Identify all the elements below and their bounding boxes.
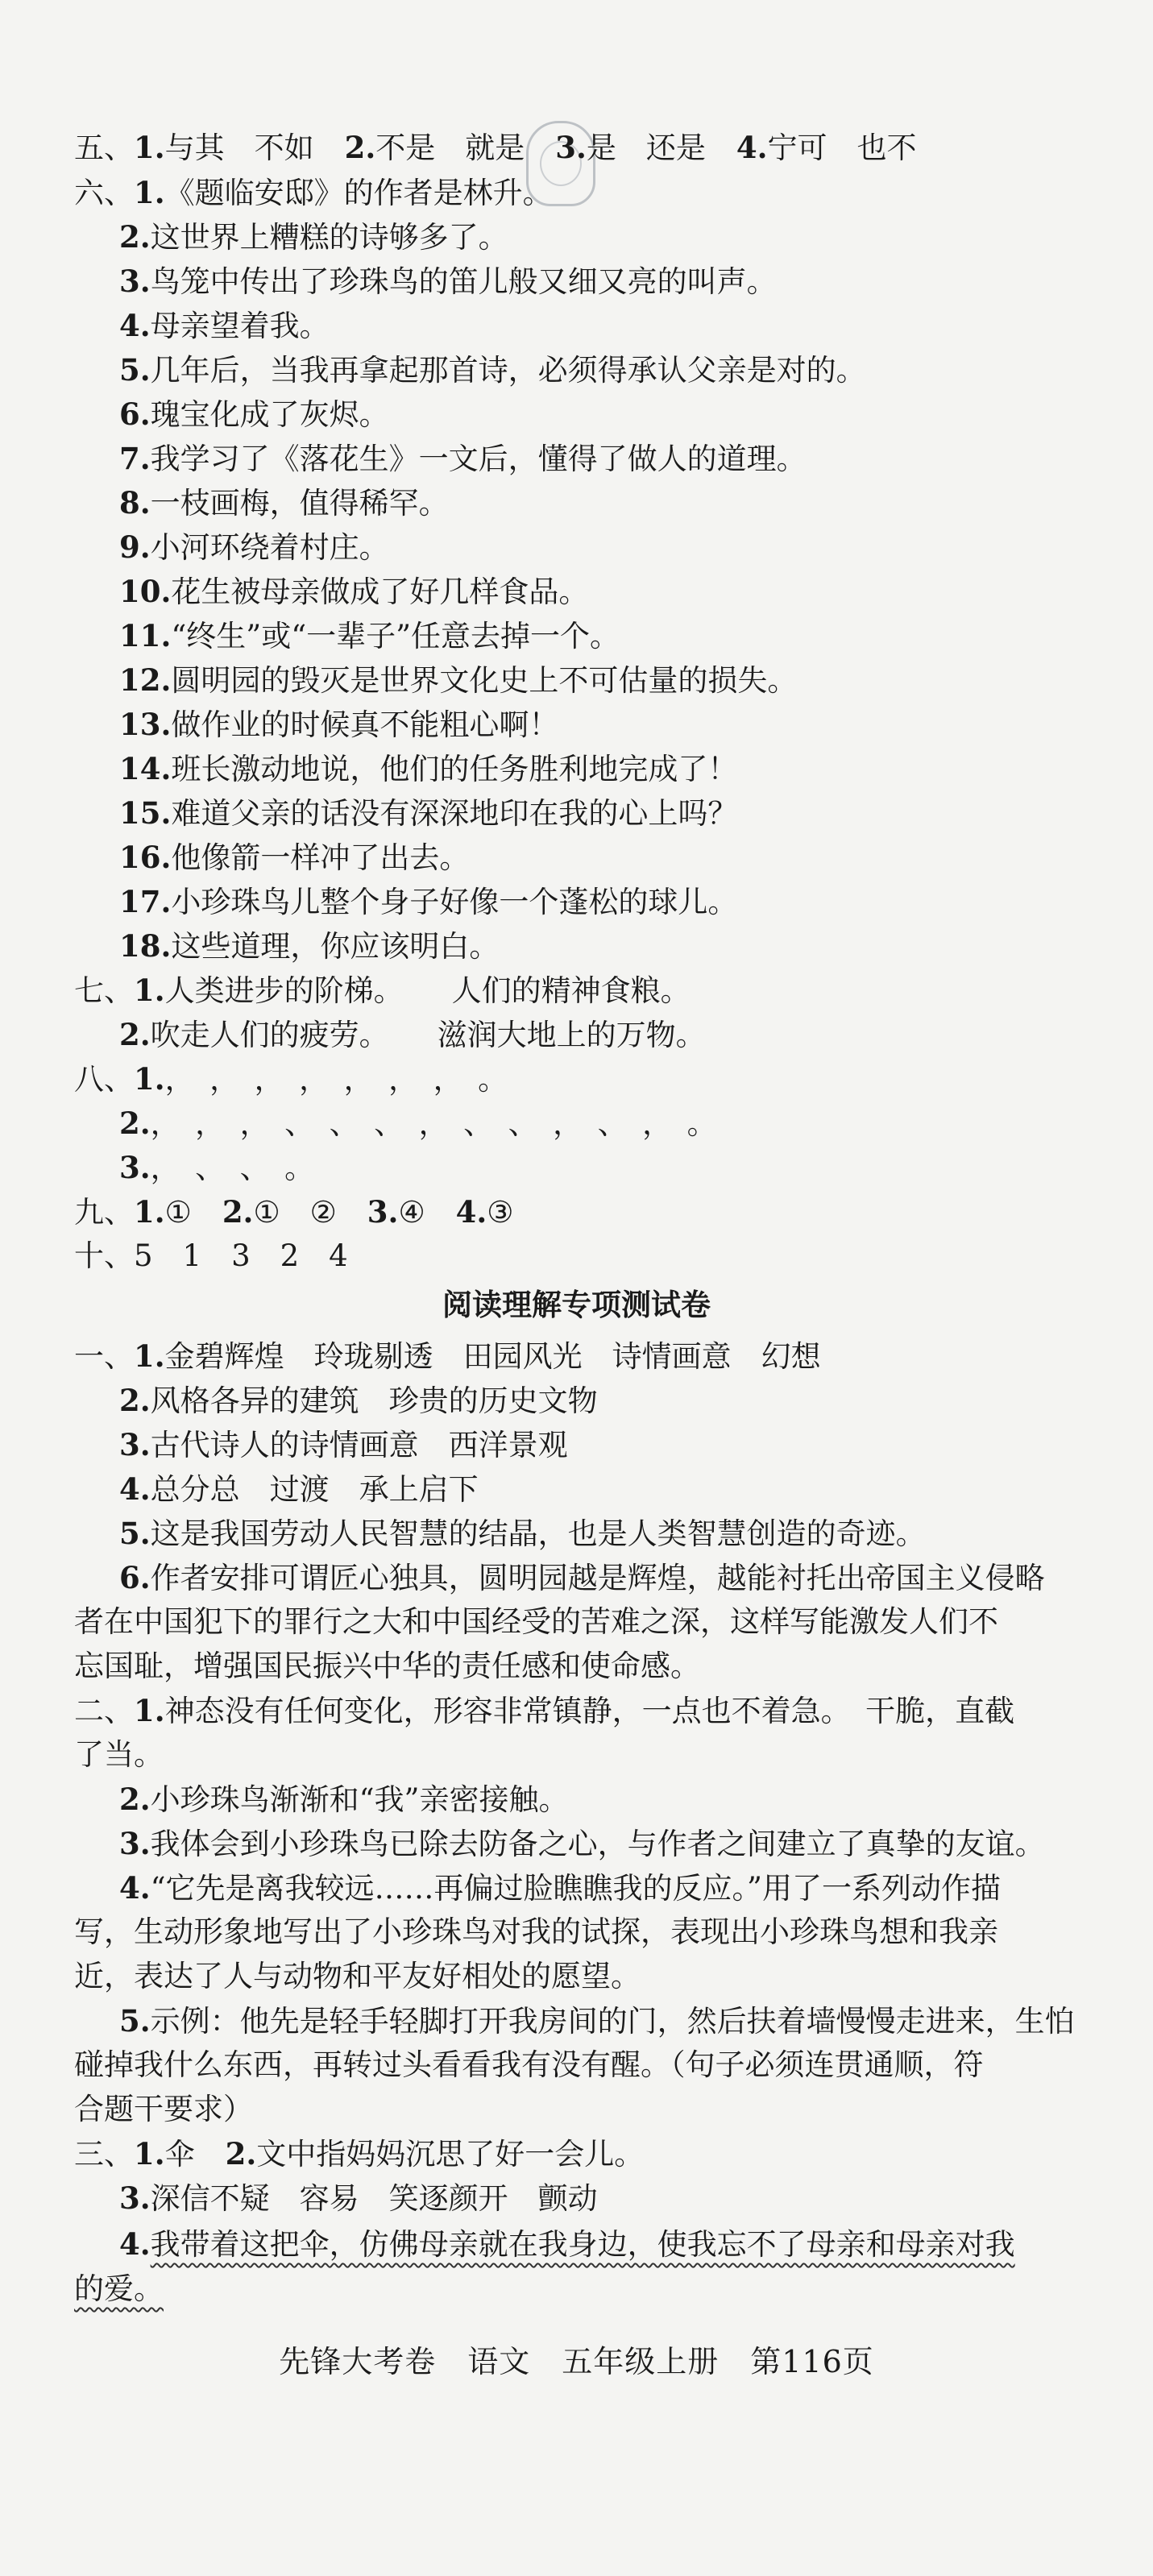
- r2-item-4-cont-1: 写，生动形象地写出了小珍珠鸟对我的试探，表现出小珍珠鸟想和我亲: [74, 1914, 998, 1949]
- sec6-label: 六、: [74, 176, 134, 210]
- sec6-item-16: 16.他像箭一样冲了出去。: [119, 840, 470, 875]
- r1-item-2: 2.风格各异的建筑 珍贵的历史文物: [119, 1383, 598, 1418]
- sec6-item-7: 7.我学习了《落花生》一文后，懂得了做人的道理。: [119, 441, 807, 476]
- sec9-label: 九、: [74, 1195, 134, 1230]
- sec10-label: 十、: [74, 1238, 134, 1273]
- r2-item-5-cont-1: 碰掉我什么东西，再转过头看看我有没有醒。（句子必须连贯通顺，符: [74, 2047, 984, 2082]
- sec7-line-1: 七、1.人类进步的阶梯。 人们的精神食粮。: [74, 973, 691, 1008]
- sec6-item-11: 11.“终生”或“一辈子”任意去掉一个。: [119, 618, 620, 653]
- sec6-item-9: 9.小河环绕着村庄。: [119, 529, 389, 565]
- sec8-line-3: 3.， 、 、 。: [119, 1150, 315, 1185]
- r3-item-4-cont: 的爱。: [74, 2271, 164, 2306]
- r1-item-6-cont-2: 忘国耻，增强国民振兴中华的责任感和使命感。: [74, 1649, 700, 1683]
- sec6-item-15: 15.难道父亲的话没有深深地印在我的心上吗？: [119, 795, 738, 831]
- sec8-line-2: 2.， ， ， 、 、 、 ， 、 、 ， 、 ， 。: [119, 1105, 717, 1141]
- r2-item-5: 5.示例：他先是轻手轻脚打开我房间的门，然后扶着墙慢慢走进来，生怕: [119, 2003, 1075, 2039]
- sec6-item-5: 5.几年后，当我再拿起那首诗，必须得承认父亲是对的。: [119, 352, 866, 388]
- r1-item-1: 一、1.金碧辉煌 玲珑剔透 田园风光 诗情画意 幻想: [74, 1338, 821, 1374]
- r2-item-2: 2.小珍珠鸟渐渐和“我”亲密接触。: [119, 1782, 569, 1817]
- page-footer: 先锋大考卷 语文 五年级上册 第116页: [279, 2344, 874, 2379]
- sec6-item-18: 18.这些道理，你应该明白。: [119, 928, 500, 964]
- reading-section-title: 阅读理解专项测试卷: [442, 1287, 711, 1322]
- sec6-item-2: 2.这世界上糟糕的诗够多了。: [119, 219, 508, 255]
- r2-label: 二、: [74, 1694, 134, 1728]
- r3-label: 三、: [74, 2137, 134, 2172]
- r2-item-4-cont-2: 近，表达了人与动物和平友好相处的愿望。: [74, 1959, 641, 1993]
- r1-item-5: 5.这是我国劳动人民智慧的结晶，也是人类智慧创造的奇迹。: [119, 1516, 926, 1551]
- r2-item-3: 3.我体会到小珍珠鸟已除去防备之心，与作者之间建立了真挚的友谊。: [119, 1826, 1045, 1861]
- sec7-label: 七、: [74, 973, 134, 1008]
- sec8-line-1: 八、1.， ， ， ， ， ， ， 。: [74, 1061, 508, 1097]
- sec6-item-12: 12.圆明园的毁灭是世界文化史上不可估量的损失。: [119, 662, 798, 698]
- r3-item-4: 4.我带着这把伞，仿佛母亲就在我身边，使我忘不了母亲和母亲对我: [119, 2226, 1015, 2262]
- sec6-item-17: 17.小珍珠鸟儿整个身子好像一个蓬松的球儿。: [119, 884, 738, 919]
- r1-item-6-cont-1: 者在中国犯下的罪行之大和中国经受的苦难之深，这样写能激发人们不: [74, 1604, 998, 1639]
- r1-item-3: 3.古代诗人的诗情画意 西洋景观: [119, 1427, 568, 1462]
- sec9-line: 九、1.① 2.① ② 3.④ 4.③: [74, 1194, 514, 1230]
- r2-item-4: 4.“它先是离我较远……再偏过脸瞧瞧我的反应。”用了一系列动作描: [119, 1870, 1001, 1906]
- r1-label: 一、: [74, 1339, 134, 1374]
- r1-item-4: 4.总分总 过渡 承上启下: [119, 1471, 479, 1507]
- sec6-item-8: 8.一枝画梅，值得稀罕。: [119, 485, 449, 521]
- sec5-line: 五、1.与其 不如 2.不是 就是 3.是 还是 4.宁可 也不: [74, 130, 917, 165]
- sec6-item-6: 6.瑰宝化成了灰烬。: [119, 396, 389, 432]
- r2-item-5-cont-2: 合题干要求）: [74, 2092, 253, 2126]
- r3-item-3: 3.深信不疑 容易 笑逐颜开 颤动: [119, 2180, 598, 2216]
- sec6-item-13: 13.做作业的时候真不能粗心啊！: [119, 707, 559, 742]
- sec6-item-14: 14.班长激动地说，他们的任务胜利地完成了！: [119, 751, 738, 786]
- sec6-item-4: 4.母亲望着我。: [119, 308, 330, 343]
- sec7-line-2: 2.吹走人们的疲劳。 滋润大地上的万物。: [119, 1017, 706, 1052]
- r2-item-1-cont: 了当。: [74, 1737, 164, 1772]
- sec6-item-1: 六、1.《题临安邸》的作者是林升。: [74, 175, 553, 210]
- sec6-item-3: 3.鸟笼中传出了珍珠鸟的笛儿般又细又亮的叫声。: [119, 263, 777, 299]
- sec6-item-10: 10.花生被母亲做成了好几样食品。: [119, 574, 589, 609]
- r1-item-6: 6.作者安排可谓匠心独具，圆明园越是辉煌，越能衬托出帝国主义侵略: [119, 1560, 1045, 1595]
- sec10-line: 十、5 1 3 2 4: [74, 1238, 348, 1273]
- sec8-label: 八、: [74, 1062, 134, 1097]
- r3-line-1: 三、1.伞 2.文中指妈妈沉思了好一会儿。: [74, 2136, 645, 2172]
- sec5-label: 五、: [74, 131, 134, 165]
- r2-item-1: 二、1.神态没有任何变化，形容非常镇静，一点也不着急。 干脆，直截: [74, 1693, 1015, 1728]
